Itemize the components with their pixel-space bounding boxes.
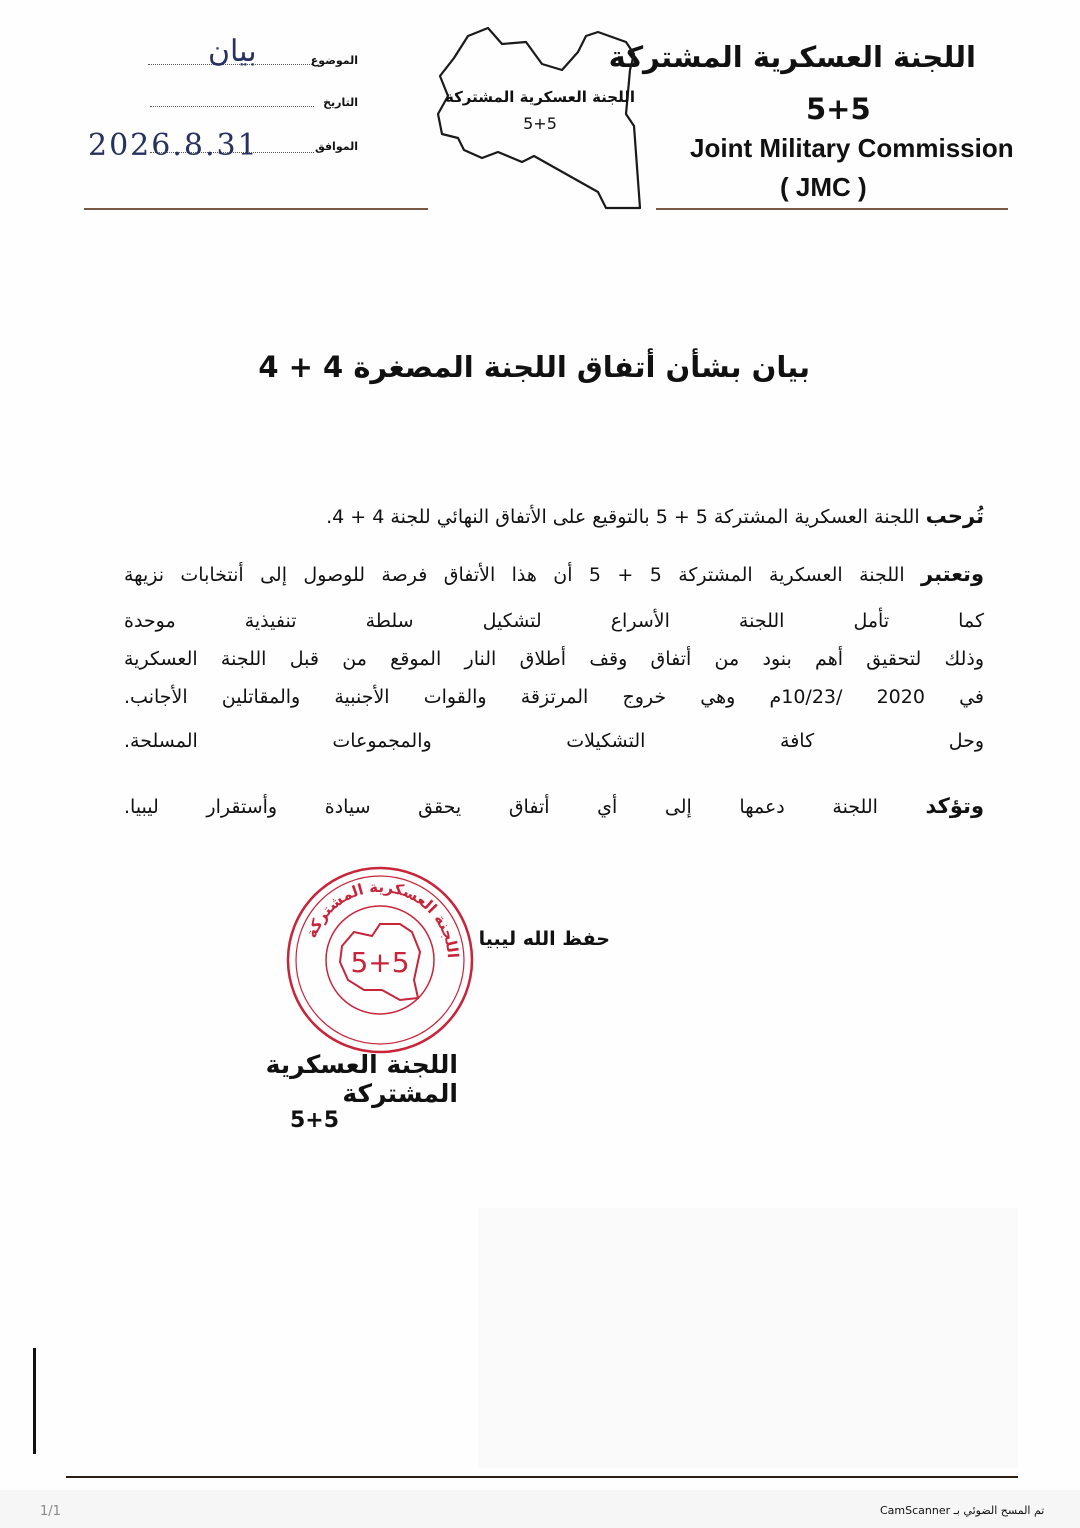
corresponding-value-handwritten: 2026.8.31: [88, 128, 259, 163]
header-rule-left: [84, 208, 428, 210]
paragraph-line: وذلك لتحقيق أهم بنود من أتفاق وقف أطلاق النار الموقع من قبل اللجنة العسكرية: [124, 648, 984, 670]
page-number: 1/1: [40, 1504, 61, 1519]
subject-value-handwritten: بيان: [208, 34, 257, 69]
scan-edge-mark: [33, 1348, 36, 1454]
date-label: التاريخ: [323, 96, 358, 109]
scanner-attribution: تم المسح الضوئي بـ CamScanner: [880, 1504, 1045, 1517]
paragraph-line: في 2020 /10/23م وهي خروج المرتزقة والقوات الأجنبية والمقاتلين الأجانب.: [124, 686, 984, 708]
paragraph-line: وحل كافة التشكيلات والمجموعات المسلحة.: [124, 730, 984, 752]
org-name-arabic: اللجنة العسكرية المشتركة: [608, 40, 976, 74]
emblem-name: اللجنة العسكرية المشتركة: [444, 88, 636, 106]
paragraph-welcome: [124, 504, 984, 528]
paragraph-affirms: [124, 794, 984, 818]
corresponding-label: الموافق: [314, 140, 358, 153]
paragraph-lead: وتؤكد: [925, 794, 984, 818]
footer-rule: [66, 1476, 1018, 1478]
emblem-number: 5+5: [523, 114, 557, 133]
stamp-ring-text: اللجنة العسكرية المشتركة: [302, 877, 463, 959]
subject-label: الموضوع: [310, 54, 358, 67]
official-stamp: [282, 862, 478, 1058]
paragraph-text: اللجنة دعمها إلى أي أتفاق يحقق سيادة وأستقرار ليبيا.: [124, 796, 926, 818]
paragraph-lead: تُرحب: [925, 504, 984, 528]
statement-title: بيان بشأن أتفاق اللجنة المصغرة 4 + 4: [258, 350, 810, 384]
org-number: 5+5: [806, 92, 871, 126]
closing-blessing: حفظ الله ليبيا: [478, 928, 610, 950]
paragraph-text: اللجنة العسكرية المشتركة 5 + 5 بالتوقيع على الأتفاق النهائي للجنة 4 + 4.: [326, 506, 926, 528]
paragraph-text: اللجنة العسكرية المشتركة 5 + 5 أن هذا الأتفاق فرصة للوصول إلى أنتخابات نزيهة: [124, 564, 921, 586]
paragraph-considers: [124, 562, 984, 586]
header-rule-right: [656, 208, 1008, 210]
org-abbreviation: ( JMC ): [780, 172, 867, 202]
org-name-english: Joint Military Commission: [690, 133, 1014, 163]
stamp-center-text: 5+5: [350, 946, 410, 979]
paragraph-line: كما تأمل اللجنة الأسراع لتشكيل سلطة تنفيذية موحدة: [124, 610, 984, 632]
redacted-area: [478, 1208, 1018, 1468]
signatory-number: 5+5: [290, 1108, 340, 1133]
paragraph-lead: وتعتبر: [921, 562, 984, 586]
date-line: [150, 106, 314, 107]
signatory-name: اللجنة العسكرية المشتركة: [265, 1050, 458, 1108]
